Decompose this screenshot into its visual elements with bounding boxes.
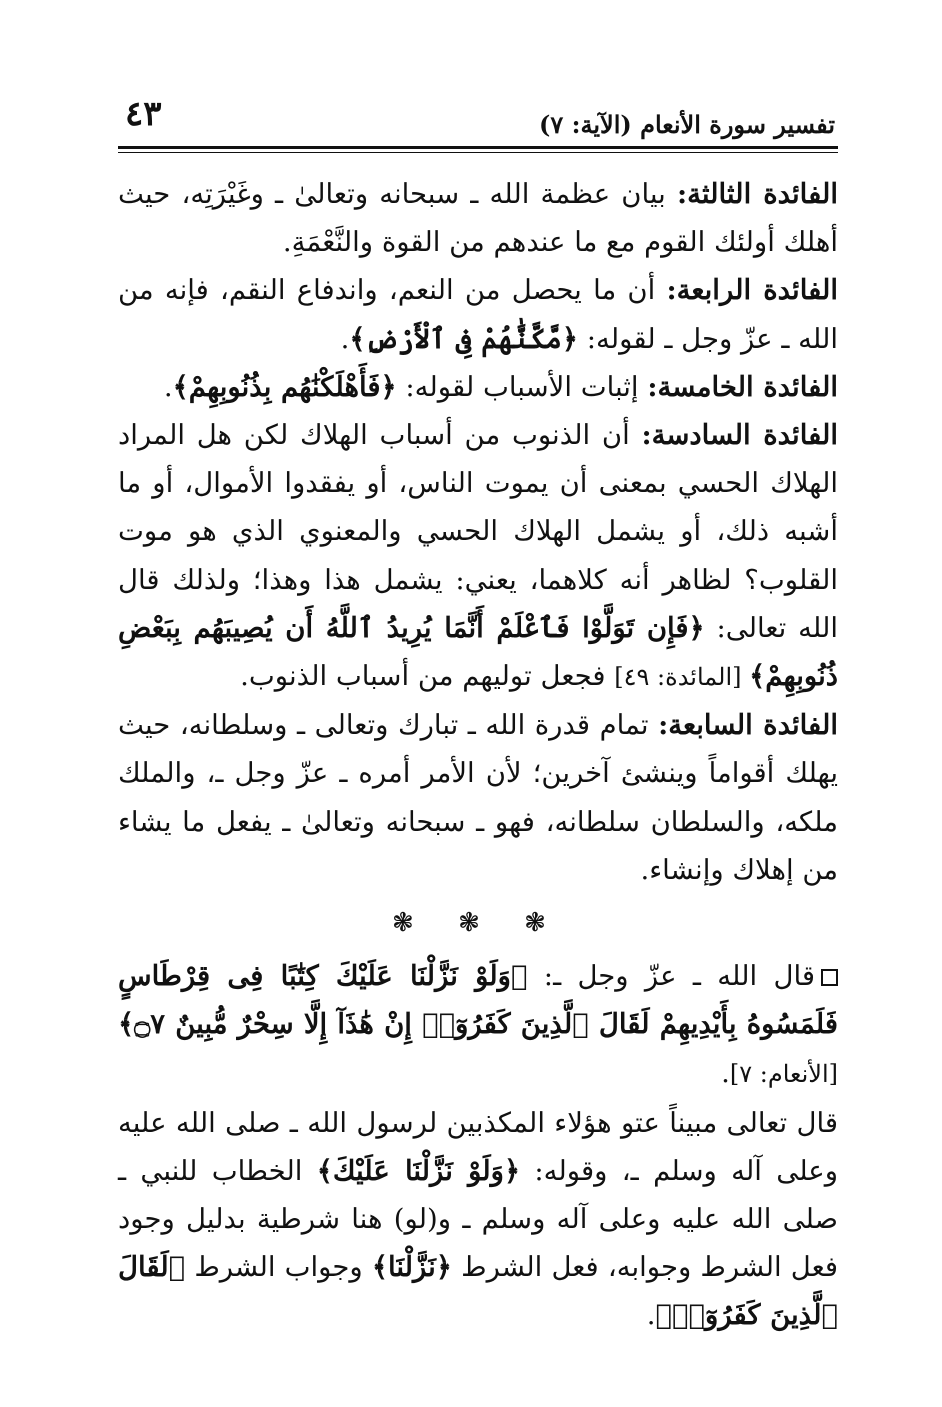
header-rule-thick <box>118 146 838 149</box>
benefit-label: الفائدة الرابعة: <box>666 274 839 307</box>
commentary-text: قال تعالى مبيناً عتو هؤلاء المكذبين لرسول الله ـ صلى الله عليه وعلى آله وسلم ـ، وقوله: <box>118 1106 838 1187</box>
commentary-text-end: . <box>646 1299 656 1332</box>
verse-reference: [الأنعام: ٧] <box>729 1060 838 1089</box>
benefit-text-end: . <box>340 322 350 355</box>
quran-verse: ﴿لَقَالَ ٱلَّذِينَ كَفَرُوٓا۟﴾ <box>118 1251 838 1332</box>
benefit-text-end: . <box>163 370 173 403</box>
running-title: تفسير سورة الأنعام (الآية: ٧) <box>539 110 835 139</box>
header-rule-thin <box>118 152 838 153</box>
benefit-text-end: فجعل توليهم من أسباب الذنوب. <box>240 660 615 693</box>
quran-verse: ﴿وَلَوْ نَزَّلْنَا عَلَيْكَ كِتَٰبًا فِى قِرْطَاسٍ فَلَمَسُوهُ بِأَيْدِيهِمْ لَقَالَ ٱلَّذِينَ كَفَرُوٓا۟ إِنْ هَٰذَآ إِلَّا سِحْرٌ مُّبِينٌ ۝٧﴾ <box>118 960 838 1041</box>
benefit-5 <box>118 363 838 411</box>
benefit-text: إثبات الأسباب لقوله: <box>396 370 648 403</box>
quran-verse: ﴿فَأَهْلَكْنَٰهُم بِذُنُوبِهِمْ﴾ <box>172 370 397 403</box>
quran-verse: ﴿نَزَّلْنَا﴾ <box>371 1251 452 1284</box>
verse-section <box>118 952 838 1099</box>
commentary-text: الخطاب للنبي ـ صلى الله عليه وعلى آله وسلم ـ و(لو) هنا شرطية بدليل وجود فعل الشرط وجوابه، فعل الشرط <box>118 1154 838 1284</box>
benefit-label: الفائدة السادسة: <box>641 419 838 452</box>
section-separator-stars: ❃ ❃ ❃ <box>392 908 564 939</box>
benefit-7 <box>118 701 838 894</box>
body-text <box>118 170 838 1350</box>
verse-reference: [المائدة: ٤٩] <box>614 663 750 692</box>
benefit-text: تمام قدرة الله ـ تبارك وتعالى ـ وسلطانه، حيث يهلك أقواماً وينشئ آخرين؛ لأن الأمر أمره ـ عزّ وجل ـ، والملك ملكه، والسلطان سلطانه، فهو ـ سبحانه وتعالىٰ ـ يفعل ما يشاء من إهلاك وإنشاء. <box>118 709 838 886</box>
benefit-label: الفائدة الثالثة: <box>676 178 838 210</box>
benefit-text: بيان عظمة الله ـ سبحانه وتعالىٰ ـ وغَيْرَتِه، حيث أهلك أولئك القوم مع ما عندهم من القوة والنَّعْمَةِ. <box>118 178 838 259</box>
benefit-text: أن الذنوب من أسباب الهلاك لكن هل المراد الهلاك الحسي بمعنى أن يموت الناس، أو يفقدوا الأموال، أو ما أشبه ذلك، أو يشمل الهلاك الحسي والمعنوي الذي هو موت القلوب؟ لظاهر أنه كلاهما، يعني: يشمل هذا وهذا؛ ولذلك قال الله تعالى: <box>118 419 838 644</box>
quran-verse: ﴿فَإِن تَوَلَّوْا فَٱعْلَمْ أَنَّمَا يُرِيدُ ٱللَّهُ أَن يُصِيبَهُم بِبَعْضِ ذُنُوبِهِمْ﴾ <box>118 611 838 693</box>
commentary <box>118 1099 838 1340</box>
benefit-label: الفائدة الخامسة: <box>647 370 838 403</box>
quran-verse: ﴿مَّكَّنَّٰهُمْ فِى ٱلْأَرْضِ﴾ <box>349 322 578 355</box>
benefit-6 <box>118 411 838 701</box>
verse-intro: قال الله ـ عزّ وجل ـ: <box>527 960 815 993</box>
benefit-4 <box>118 266 838 362</box>
commentary-text: وجواب الشرط <box>185 1251 372 1284</box>
benefit-3 <box>118 170 838 266</box>
verse-section-end: . <box>721 1057 730 1090</box>
page-header <box>125 92 835 142</box>
page-number: ٤٣ <box>125 94 162 134</box>
benefit-text: أن ما يحصل من النعم، واندفاع النقم، فإنه من الله ـ عزّ وجل ـ لقوله: <box>118 274 838 355</box>
benefit-label: الفائدة السابعة: <box>658 709 838 742</box>
quran-verse: ﴿وَلَوْ نَزَّلْنَا عَلَيْكَ﴾ <box>316 1154 521 1187</box>
square-bullet-icon <box>821 969 838 986</box>
